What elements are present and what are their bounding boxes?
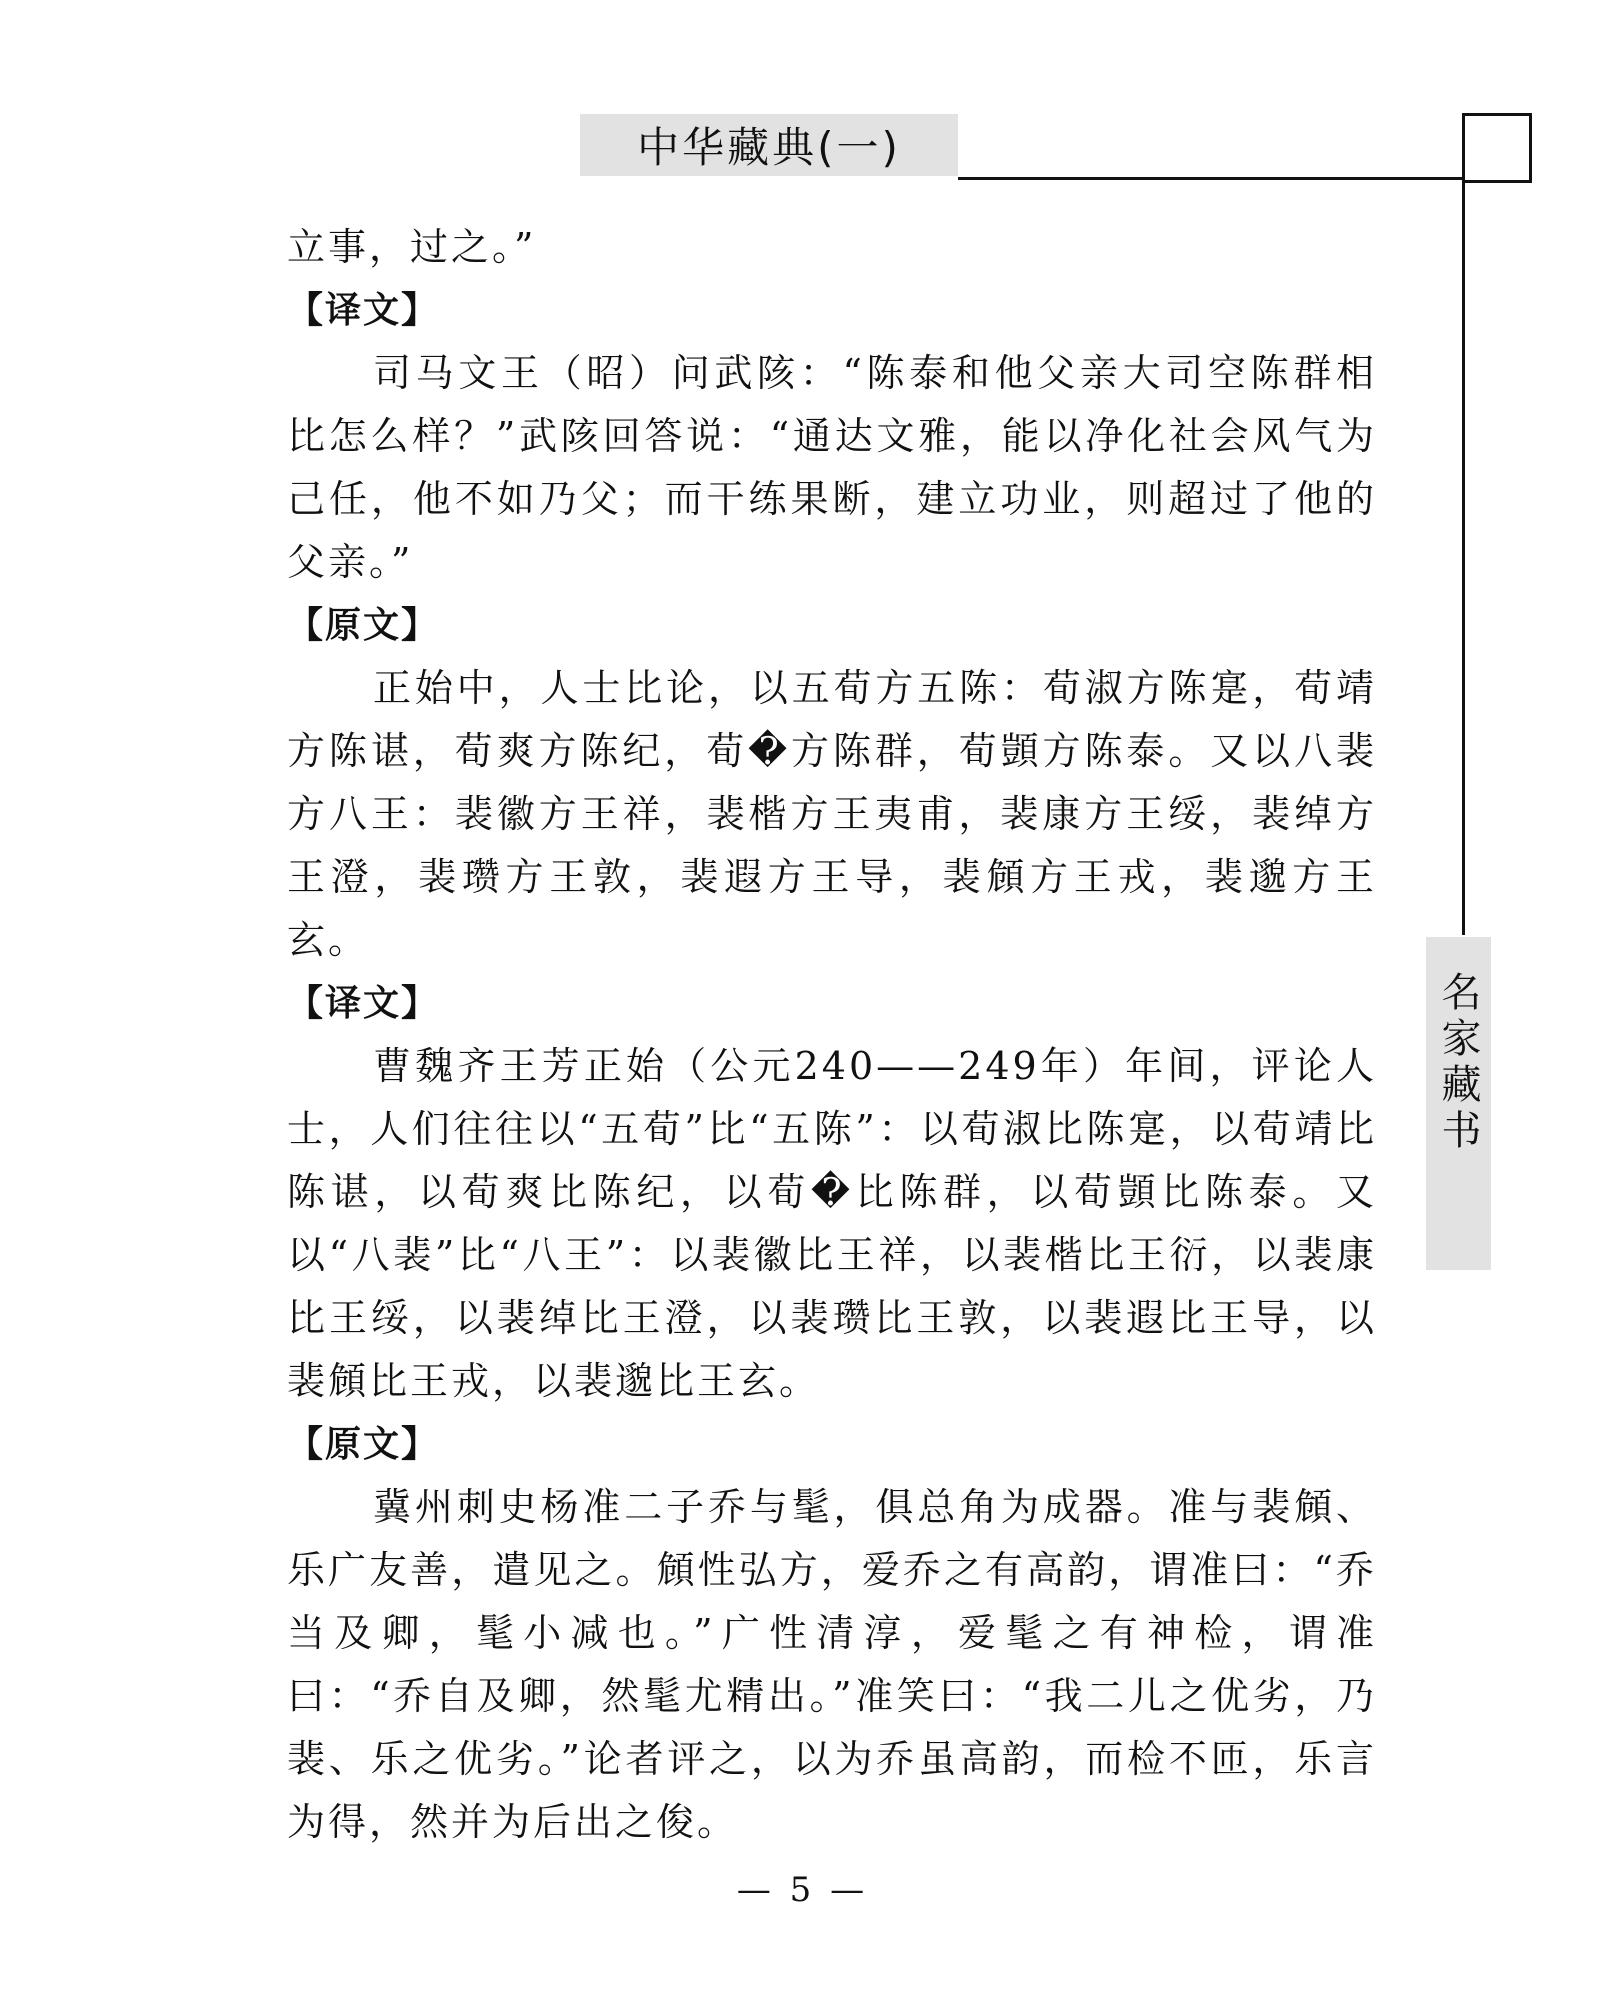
corner-frame-decoration: [1462, 113, 1532, 183]
page-number: — 5 —: [736, 1870, 869, 1910]
margin-vertical-rule: [1462, 177, 1465, 935]
book-title: 中华藏典(一): [637, 123, 901, 172]
paragraph-translation: 曹魏齐王芳正始（公元240——249年）年间，评论人士，人们往往以“五荀”比“五陈”：以荀淑比陈寔，以荀靖比陈谌，以荀爽比陈纪，以荀�比陈群，以荀顗比陈泰。又以“八裴”比“八王”：以裴徽比王祥，以裴楷比王衍，以裴康比王绥，以裴绰比王澄，以裴瓒比王敦，以裴遐比王导，以裴頠比王戎，以裴邈比王玄。: [287, 1044, 1377, 1403]
page-body: [287, 216, 1377, 1854]
running-header-title: [580, 114, 958, 176]
paragraph-translation: 司马文王（昭）问武陔：“陈泰和他父亲大司空陈群相比怎么样？”武陔回答说：“通达文雅，能以净化社会风气为己任，他不如乃父；而干练果断，建立功业，则超过了他的父亲。”: [287, 351, 1377, 584]
paragraph-continued: 立事，过之。”: [287, 225, 537, 269]
side-tab-label: 名家藏书: [1435, 971, 1481, 1155]
header-rule: [958, 177, 1463, 180]
section-heading-original: 【原文】: [287, 605, 440, 646]
section-heading-original: 【原文】: [287, 1424, 440, 1465]
paragraph-original: 冀州刺史杨准二子乔与髦，俱总角为成器。准与裴頠、乐广友善，遣见之。頠性弘方，爱乔之有高韵，谓准曰：“乔当及卿，髦小减也。”广性清淳，爱髦之有神检，谓准曰：“乔自及卿，然髦尤精出。”准笑曰：“我二儿之优劣，乃裴、乐之优劣。”论者评之，以为乔虽高韵，而检不匝，乐言为得，然并为后出之俊。: [287, 1485, 1377, 1844]
section-heading-translation: 【译文】: [287, 983, 440, 1024]
side-section-tab: [1426, 937, 1491, 1270]
section-heading-translation: 【译文】: [287, 290, 440, 331]
paragraph-original: 正始中，人士比论，以五荀方五陈：荀淑方陈寔，荀靖方陈谌，荀爽方陈纪，荀�方陈群，荀顗方陈泰。又以八裴方八王：裴徽方王祥，裴楷方王夷甫，裴康方王绥，裴绰方王澄，裴瓒方王敦，裴遐方王导，裴頠方王戎，裴邈方王玄。: [287, 666, 1377, 962]
